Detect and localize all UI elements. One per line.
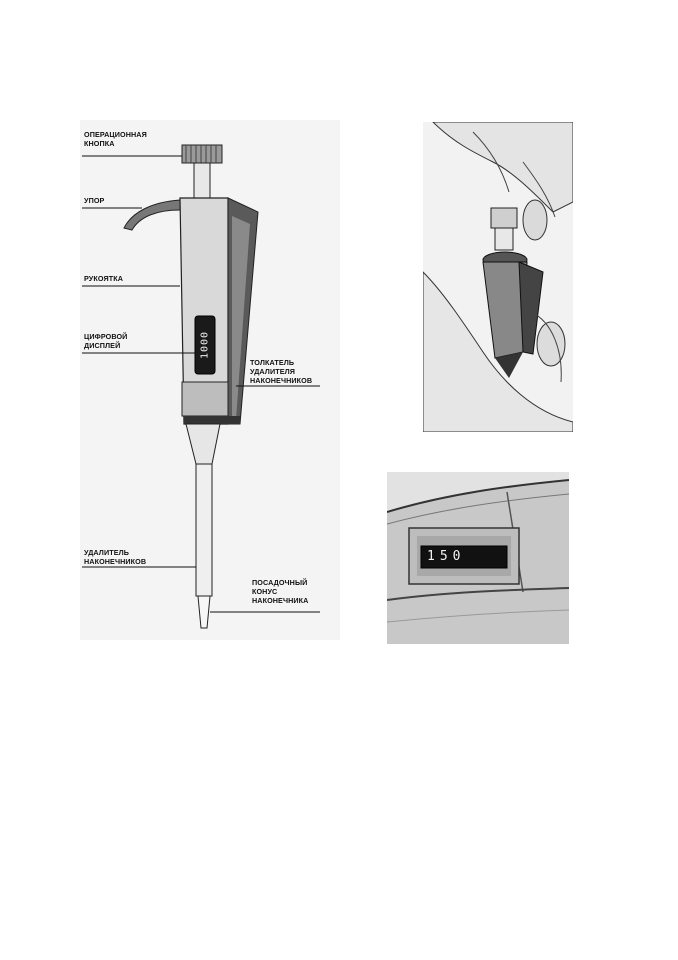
label-stop: УПОР xyxy=(84,196,105,205)
label-tip-ejector: УДАЛИТЕЛЬ НАКОНЕЧНИКОВ xyxy=(84,548,147,566)
closeup-display-value: 150 xyxy=(427,549,466,564)
hand-drawing xyxy=(423,122,573,432)
label-tip-cone: ПОСАДОЧНЫЙ КОНУС НАКОНЕЧНИКА xyxy=(252,578,309,605)
label-handle: РУКОЯТКА xyxy=(84,274,123,283)
display-closeup-photo xyxy=(387,472,569,644)
label-operating-button: ОПЕРАЦИОННАЯ КНОПКА xyxy=(84,130,147,148)
hand-adjusting-photo xyxy=(423,122,573,432)
label-tip-ejector-pusher: ТОЛКАТЕЛЬ УДАЛИТЕЛЯ НАКОНЕЧНИКОВ xyxy=(250,358,313,385)
pipette-diagram xyxy=(80,120,340,640)
diagram-display-value: 1000 xyxy=(199,330,211,360)
label-digital-display: ЦИФРОВОЙ ДИСПЛЕЙ xyxy=(84,332,128,350)
